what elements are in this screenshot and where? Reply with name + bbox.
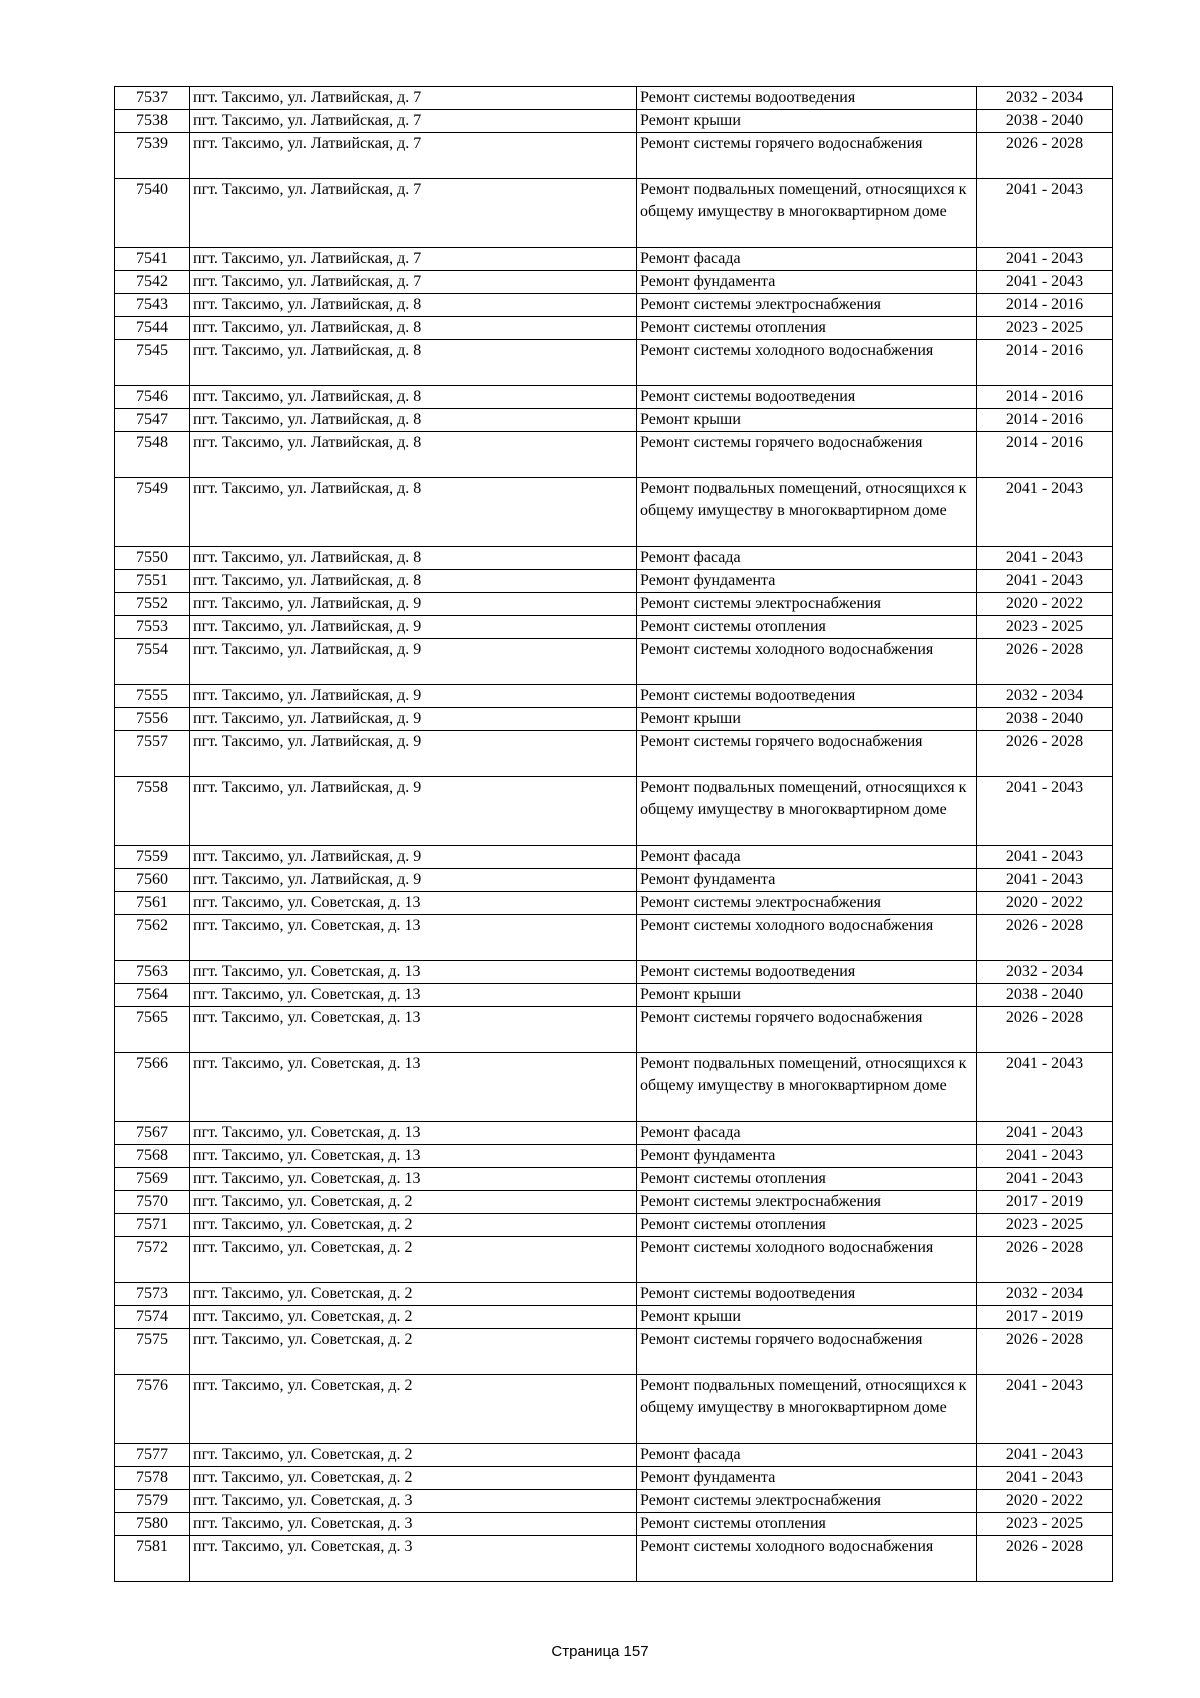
- work-type-cell: Ремонт системы отопления: [637, 1168, 977, 1191]
- row-number-cell: 7577: [115, 1444, 190, 1467]
- table-row: [115, 984, 1113, 1007]
- work-type-cell: Ремонт системы водоотведения: [637, 685, 977, 708]
- address-cell: пгт. Таксимо, ул. Советская, д. 13: [190, 1168, 637, 1191]
- work-type-cell: Ремонт системы горячего водоснабжения: [637, 1007, 977, 1053]
- address-cell: пгт. Таксимо, ул. Советская, д. 2: [190, 1306, 637, 1329]
- table-row: [115, 1007, 1113, 1053]
- row-number-cell: 7555: [115, 685, 190, 708]
- period-cell: 2032 - 2034: [977, 685, 1113, 708]
- table-row: [115, 1467, 1113, 1490]
- period-cell: 2041 - 2043: [977, 179, 1113, 248]
- address-cell: пгт. Таксимо, ул. Латвийская, д. 9: [190, 593, 637, 616]
- table-row: [115, 708, 1113, 731]
- table-row: [115, 593, 1113, 616]
- table-row: [115, 248, 1113, 271]
- work-type-cell: Ремонт системы горячего водоснабжения: [637, 133, 977, 179]
- row-number-cell: 7568: [115, 1145, 190, 1168]
- period-cell: 2026 - 2028: [977, 1007, 1113, 1053]
- address-cell: пгт. Таксимо, ул. Латвийская, д. 9: [190, 777, 637, 846]
- table-row: [115, 1536, 1113, 1582]
- row-number-cell: 7567: [115, 1122, 190, 1145]
- address-cell: пгт. Таксимо, ул. Латвийская, д. 8: [190, 570, 637, 593]
- table-row: [115, 1283, 1113, 1306]
- table-row: [115, 915, 1113, 961]
- period-cell: 2041 - 2043: [977, 846, 1113, 869]
- table-row: [115, 340, 1113, 386]
- period-cell: 2014 - 2016: [977, 386, 1113, 409]
- work-type-cell: Ремонт фасада: [637, 1444, 977, 1467]
- work-type-cell: Ремонт системы отопления: [637, 1214, 977, 1237]
- address-cell: пгт. Таксимо, ул. Латвийская, д. 7: [190, 133, 637, 179]
- table-row: [115, 1145, 1113, 1168]
- work-type-cell: Ремонт системы водоотведения: [637, 87, 977, 110]
- period-cell: 2038 - 2040: [977, 110, 1113, 133]
- table-row: [115, 1053, 1113, 1122]
- address-cell: пгт. Таксимо, ул. Советская, д. 13: [190, 892, 637, 915]
- table-row: [115, 777, 1113, 846]
- address-cell: пгт. Таксимо, ул. Латвийская, д. 9: [190, 639, 637, 685]
- row-number-cell: 7545: [115, 340, 190, 386]
- period-cell: 2026 - 2028: [977, 731, 1113, 777]
- row-number-cell: 7581: [115, 1536, 190, 1582]
- period-cell: 2041 - 2043: [977, 1053, 1113, 1122]
- table-row: [115, 179, 1113, 248]
- period-cell: 2026 - 2028: [977, 915, 1113, 961]
- row-number-cell: 7542: [115, 271, 190, 294]
- period-cell: 2017 - 2019: [977, 1191, 1113, 1214]
- row-number-cell: 7539: [115, 133, 190, 179]
- table-row: [115, 478, 1113, 547]
- period-cell: 2041 - 2043: [977, 777, 1113, 846]
- work-type-cell: Ремонт фундамента: [637, 869, 977, 892]
- table-row: [115, 133, 1113, 179]
- work-type-cell: Ремонт фундамента: [637, 271, 977, 294]
- row-number-cell: 7541: [115, 248, 190, 271]
- row-number-cell: 7571: [115, 1214, 190, 1237]
- period-cell: 2041 - 2043: [977, 570, 1113, 593]
- work-type-cell: Ремонт системы холодного водоснабжения: [637, 915, 977, 961]
- period-cell: 2041 - 2043: [977, 547, 1113, 570]
- address-cell: пгт. Таксимо, ул. Латвийская, д. 9: [190, 616, 637, 639]
- table-row: [115, 294, 1113, 317]
- work-type-cell: Ремонт фундамента: [637, 570, 977, 593]
- address-cell: пгт. Таксимо, ул. Советская, д. 2: [190, 1375, 637, 1444]
- address-cell: пгт. Таксимо, ул. Латвийская, д. 9: [190, 685, 637, 708]
- work-type-cell: Ремонт системы холодного водоснабжения: [637, 1536, 977, 1582]
- period-cell: 2020 - 2022: [977, 593, 1113, 616]
- table-row: [115, 961, 1113, 984]
- work-type-cell: Ремонт системы отопления: [637, 317, 977, 340]
- table-row: [115, 1306, 1113, 1329]
- table-row: [115, 1513, 1113, 1536]
- period-cell: 2023 - 2025: [977, 1513, 1113, 1536]
- table-row: [115, 409, 1113, 432]
- row-number-cell: 7557: [115, 731, 190, 777]
- work-type-cell: Ремонт крыши: [637, 409, 977, 432]
- address-cell: пгт. Таксимо, ул. Советская, д. 13: [190, 1145, 637, 1168]
- work-type-cell: Ремонт подвальных помещений, относящихся к общему имуществу в многоквартирном доме: [637, 179, 977, 248]
- work-type-cell: Ремонт подвальных помещений, относящихся к общему имуществу в многоквартирном доме: [637, 1053, 977, 1122]
- table-row: [115, 432, 1113, 478]
- row-number-cell: 7574: [115, 1306, 190, 1329]
- row-number-cell: 7578: [115, 1467, 190, 1490]
- work-type-cell: Ремонт подвальных помещений, относящихся к общему имуществу в многоквартирном доме: [637, 777, 977, 846]
- work-type-cell: Ремонт системы электроснабжения: [637, 1191, 977, 1214]
- row-number-cell: 7553: [115, 616, 190, 639]
- period-cell: 2026 - 2028: [977, 133, 1113, 179]
- row-number-cell: 7576: [115, 1375, 190, 1444]
- table-row: [115, 87, 1113, 110]
- table-row: [115, 1375, 1113, 1444]
- address-cell: пгт. Таксимо, ул. Советская, д. 13: [190, 1053, 637, 1122]
- period-cell: 2020 - 2022: [977, 892, 1113, 915]
- period-cell: 2023 - 2025: [977, 1214, 1113, 1237]
- address-cell: пгт. Таксимо, ул. Латвийская, д. 7: [190, 179, 637, 248]
- period-cell: 2041 - 2043: [977, 1122, 1113, 1145]
- table-row: [115, 570, 1113, 593]
- address-cell: пгт. Таксимо, ул. Советская, д. 2: [190, 1214, 637, 1237]
- table-row: [115, 731, 1113, 777]
- table-row: [115, 616, 1113, 639]
- address-cell: пгт. Таксимо, ул. Латвийская, д. 8: [190, 432, 637, 478]
- period-cell: 2026 - 2028: [977, 1237, 1113, 1283]
- work-type-cell: Ремонт фундамента: [637, 1145, 977, 1168]
- address-cell: пгт. Таксимо, ул. Советская, д. 3: [190, 1536, 637, 1582]
- table-row: [115, 869, 1113, 892]
- table-row: [115, 1237, 1113, 1283]
- table-row: [115, 317, 1113, 340]
- work-type-cell: Ремонт фасада: [637, 846, 977, 869]
- address-cell: пгт. Таксимо, ул. Советская, д. 2: [190, 1283, 637, 1306]
- row-number-cell: 7546: [115, 386, 190, 409]
- address-cell: пгт. Таксимо, ул. Латвийская, д. 8: [190, 386, 637, 409]
- work-type-cell: Ремонт системы электроснабжения: [637, 1490, 977, 1513]
- row-number-cell: 7556: [115, 708, 190, 731]
- row-number-cell: 7579: [115, 1490, 190, 1513]
- row-number-cell: 7549: [115, 478, 190, 547]
- table-row: [115, 1490, 1113, 1513]
- row-number-cell: 7537: [115, 87, 190, 110]
- row-number-cell: 7561: [115, 892, 190, 915]
- address-cell: пгт. Таксимо, ул. Советская, д. 2: [190, 1191, 637, 1214]
- work-type-cell: Ремонт фасада: [637, 547, 977, 570]
- period-cell: 2014 - 2016: [977, 432, 1113, 478]
- table-row: [115, 547, 1113, 570]
- table-row: [115, 1191, 1113, 1214]
- period-cell: 2026 - 2028: [977, 1329, 1113, 1375]
- work-type-cell: Ремонт крыши: [637, 110, 977, 133]
- address-cell: пгт. Таксимо, ул. Латвийская, д. 7: [190, 271, 637, 294]
- address-cell: пгт. Таксимо, ул. Советская, д. 2: [190, 1467, 637, 1490]
- work-type-cell: Ремонт системы водоотведения: [637, 386, 977, 409]
- work-type-cell: Ремонт системы горячего водоснабжения: [637, 731, 977, 777]
- address-cell: пгт. Таксимо, ул. Латвийская, д. 8: [190, 294, 637, 317]
- table-row: [115, 892, 1113, 915]
- period-cell: 2041 - 2043: [977, 478, 1113, 547]
- work-type-cell: Ремонт системы отопления: [637, 1513, 977, 1536]
- row-number-cell: 7560: [115, 869, 190, 892]
- work-type-cell: Ремонт системы электроснабжения: [637, 593, 977, 616]
- period-cell: 2032 - 2034: [977, 87, 1113, 110]
- period-cell: 2017 - 2019: [977, 1306, 1113, 1329]
- address-cell: пгт. Таксимо, ул. Советская, д. 13: [190, 1122, 637, 1145]
- work-type-cell: Ремонт системы водоотведения: [637, 1283, 977, 1306]
- period-cell: 2041 - 2043: [977, 1375, 1113, 1444]
- work-type-cell: Ремонт крыши: [637, 984, 977, 1007]
- address-cell: пгт. Таксимо, ул. Латвийская, д. 9: [190, 846, 637, 869]
- address-cell: пгт. Таксимо, ул. Советская, д. 3: [190, 1513, 637, 1536]
- address-cell: пгт. Таксимо, ул. Латвийская, д. 7: [190, 87, 637, 110]
- table-row: [115, 1329, 1113, 1375]
- work-type-cell: Ремонт системы горячего водоснабжения: [637, 1329, 977, 1375]
- work-type-cell: Ремонт подвальных помещений, относящихся к общему имуществу в многоквартирном доме: [637, 478, 977, 547]
- table-row: [115, 271, 1113, 294]
- table-row: [115, 685, 1113, 708]
- table-row: [115, 1444, 1113, 1467]
- table-row: [115, 386, 1113, 409]
- row-number-cell: 7544: [115, 317, 190, 340]
- work-type-cell: Ремонт системы горячего водоснабжения: [637, 432, 977, 478]
- period-cell: 2020 - 2022: [977, 1490, 1113, 1513]
- page-footer: Страница 157: [551, 1643, 649, 1660]
- period-cell: 2041 - 2043: [977, 869, 1113, 892]
- period-cell: 2032 - 2034: [977, 961, 1113, 984]
- row-number-cell: 7563: [115, 961, 190, 984]
- period-cell: 2041 - 2043: [977, 1467, 1113, 1490]
- table-row: [115, 1168, 1113, 1191]
- row-number-cell: 7562: [115, 915, 190, 961]
- period-cell: 2041 - 2043: [977, 1145, 1113, 1168]
- work-type-cell: Ремонт системы отопления: [637, 616, 977, 639]
- table-row: [115, 1122, 1113, 1145]
- table-body: [115, 87, 1113, 1582]
- address-cell: пгт. Таксимо, ул. Латвийская, д. 9: [190, 708, 637, 731]
- address-cell: пгт. Таксимо, ул. Латвийская, д. 8: [190, 340, 637, 386]
- period-cell: 2026 - 2028: [977, 1536, 1113, 1582]
- work-type-cell: Ремонт крыши: [637, 708, 977, 731]
- period-cell: 2014 - 2016: [977, 409, 1113, 432]
- period-cell: 2041 - 2043: [977, 1168, 1113, 1191]
- address-cell: пгт. Таксимо, ул. Латвийская, д. 7: [190, 110, 637, 133]
- row-number-cell: 7580: [115, 1513, 190, 1536]
- row-number-cell: 7550: [115, 547, 190, 570]
- address-cell: пгт. Таксимо, ул. Советская, д. 13: [190, 961, 637, 984]
- address-cell: пгт. Таксимо, ул. Латвийская, д. 8: [190, 478, 637, 547]
- row-number-cell: 7551: [115, 570, 190, 593]
- table-row: [115, 846, 1113, 869]
- work-type-cell: Ремонт системы водоотведения: [637, 961, 977, 984]
- period-cell: 2014 - 2016: [977, 294, 1113, 317]
- address-cell: пгт. Таксимо, ул. Советская, д. 2: [190, 1444, 637, 1467]
- address-cell: пгт. Таксимо, ул. Латвийская, д. 8: [190, 317, 637, 340]
- row-number-cell: 7552: [115, 593, 190, 616]
- period-cell: 2041 - 2043: [977, 248, 1113, 271]
- period-cell: 2032 - 2034: [977, 1283, 1113, 1306]
- address-cell: пгт. Таксимо, ул. Советская, д. 3: [190, 1490, 637, 1513]
- period-cell: 2041 - 2043: [977, 271, 1113, 294]
- row-number-cell: 7572: [115, 1237, 190, 1283]
- row-number-cell: 7547: [115, 409, 190, 432]
- work-type-cell: Ремонт фасада: [637, 248, 977, 271]
- row-number-cell: 7554: [115, 639, 190, 685]
- address-cell: пгт. Таксимо, ул. Латвийская, д. 9: [190, 731, 637, 777]
- row-number-cell: 7543: [115, 294, 190, 317]
- address-cell: пгт. Таксимо, ул. Советская, д. 2: [190, 1237, 637, 1283]
- row-number-cell: 7548: [115, 432, 190, 478]
- period-cell: 2041 - 2043: [977, 1444, 1113, 1467]
- table-row: [115, 1214, 1113, 1237]
- address-cell: пгт. Таксимо, ул. Советская, д. 13: [190, 1007, 637, 1053]
- row-number-cell: 7538: [115, 110, 190, 133]
- table-row: [115, 110, 1113, 133]
- work-type-cell: Ремонт фасада: [637, 1122, 977, 1145]
- row-number-cell: 7569: [115, 1168, 190, 1191]
- address-cell: пгт. Таксимо, ул. Латвийская, д. 8: [190, 409, 637, 432]
- work-type-cell: Ремонт подвальных помещений, относящихся к общему имуществу в многоквартирном доме: [637, 1375, 977, 1444]
- row-number-cell: 7573: [115, 1283, 190, 1306]
- row-number-cell: 7565: [115, 1007, 190, 1053]
- address-cell: пгт. Таксимо, ул. Латвийская, д. 8: [190, 547, 637, 570]
- row-number-cell: 7559: [115, 846, 190, 869]
- work-type-cell: Ремонт системы электроснабжения: [637, 892, 977, 915]
- period-cell: 2038 - 2040: [977, 984, 1113, 1007]
- work-type-cell: Ремонт фундамента: [637, 1467, 977, 1490]
- row-number-cell: 7564: [115, 984, 190, 1007]
- work-type-cell: Ремонт системы электроснабжения: [637, 294, 977, 317]
- row-number-cell: 7558: [115, 777, 190, 846]
- period-cell: 2038 - 2040: [977, 708, 1113, 731]
- table-row: [115, 639, 1113, 685]
- works-table: [114, 86, 1113, 1582]
- row-number-cell: 7540: [115, 179, 190, 248]
- address-cell: пгт. Таксимо, ул. Латвийская, д. 7: [190, 248, 637, 271]
- period-cell: 2014 - 2016: [977, 340, 1113, 386]
- address-cell: пгт. Таксимо, ул. Советская, д. 13: [190, 915, 637, 961]
- row-number-cell: 7570: [115, 1191, 190, 1214]
- address-cell: пгт. Таксимо, ул. Советская, д. 2: [190, 1329, 637, 1375]
- row-number-cell: 7575: [115, 1329, 190, 1375]
- work-type-cell: Ремонт системы холодного водоснабжения: [637, 340, 977, 386]
- period-cell: 2023 - 2025: [977, 317, 1113, 340]
- address-cell: пгт. Таксимо, ул. Советская, д. 13: [190, 984, 637, 1007]
- period-cell: 2023 - 2025: [977, 616, 1113, 639]
- row-number-cell: 7566: [115, 1053, 190, 1122]
- address-cell: пгт. Таксимо, ул. Латвийская, д. 9: [190, 869, 637, 892]
- work-type-cell: Ремонт крыши: [637, 1306, 977, 1329]
- work-type-cell: Ремонт системы холодного водоснабжения: [637, 639, 977, 685]
- period-cell: 2026 - 2028: [977, 639, 1113, 685]
- work-type-cell: Ремонт системы холодного водоснабжения: [637, 1237, 977, 1283]
